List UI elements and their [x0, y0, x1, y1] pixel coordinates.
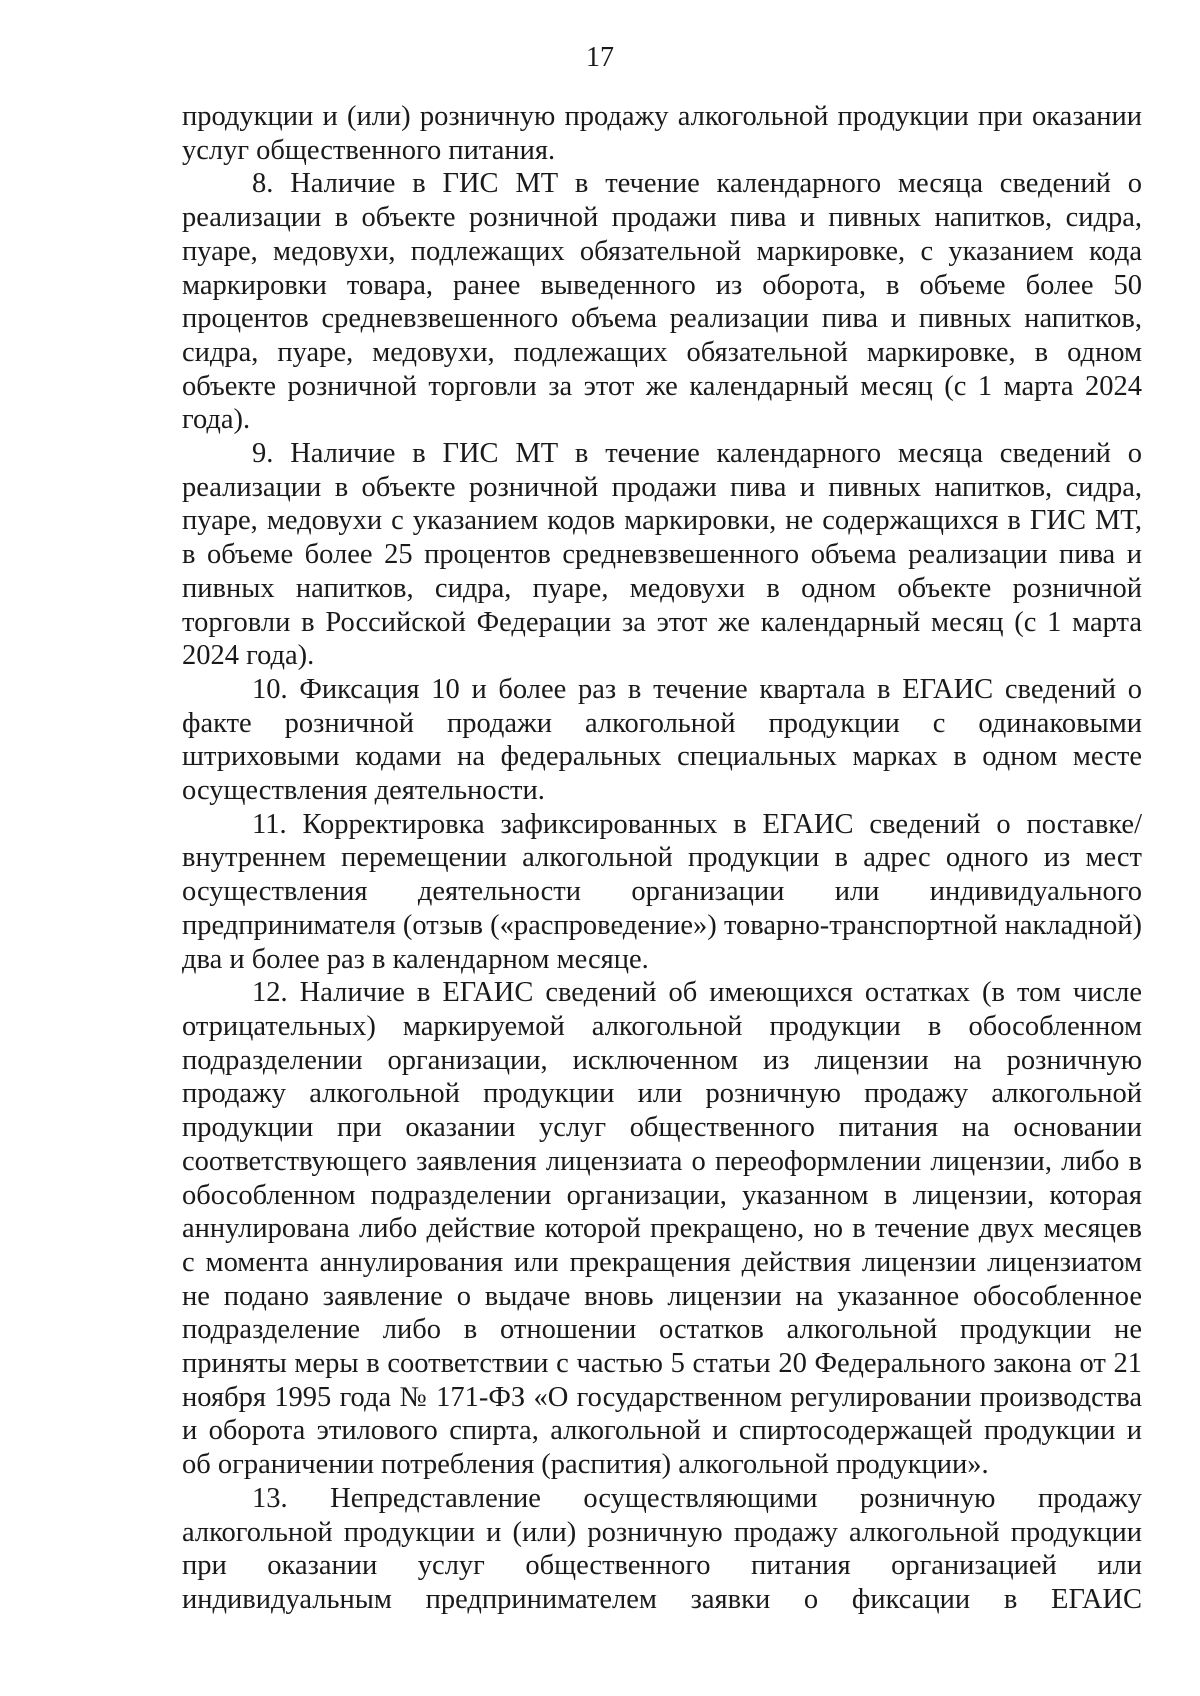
document-body [182, 100, 1142, 1617]
paragraph-item-10: 10. Фиксация 10 и более раз в течение квартала в ЕГАИС сведений о факте розничной продажи алкогольной продукции с одинаковыми штриховыми кодами на федеральных специальных марках в одном месте осуществления деятельности. [182, 673, 1142, 807]
page-number: 17 [586, 42, 614, 73]
paragraph-item-12: 12. Наличие в ЕГАИС сведений об имеющихся остатках (в том числе отрицательных) маркируемой алкогольной продукции в обособленном подразделении организации, исключенном из лицензии на розничную продажу алкогольной продукции или розничную продажу алкогольной продукции при оказании услуг общественного питания на основании соответствующего заявления лицензиата о переоформлении лицензии, либо в обособленном подразделении организации, указанном в лицензии, которая аннулирована либо действие которой прекращено, но в течение двух месяцев с момента аннулирования или прекращения действия лицензии лицензиатом не подано заявление о выдаче вновь лицензии на указанное обособленное подразделение либо в отношении остатков алкогольной продукции не приняты меры в соответствии с частью 5 статьи 20 Федерального закона от 21 ноября 1995 года № 171-ФЗ «О государственном регулировании производства и оборота этилового спирта, алкогольной и спиртосодержащей продукции и об ограничении потребления (распития) алкогольной продукции». [182, 977, 1142, 1481]
paragraph-item-13: 13. Непредставление осуществляющими розничную продажу алкогольной продукции и (или) розничную продажу алкогольной продукции при оказании услуг общественного питания организацией или индивидуальным предпринимателем заявки о фиксации в ЕГАИС [182, 1482, 1142, 1615]
paragraph-continuation: продукции и (или) розничную продажу алкогольной продукции при оказании услуг общественного питания. [182, 101, 1142, 166]
paragraph-item-9: 9. Наличие в ГИС МТ в течение календарного месяца сведений о реализации в объекте розничной продажи пива и пивных напитков, сидра, пуаре, медовухи с указанием кодов маркировки, не содержащихся в ГИС МТ, в объеме более 25 процентов средневзвешенного объема реализации пива и пивных напитков, сидра, пуаре, медовухи в одном объекте розничной торговли в Российской Федерации за этот же календарный месяц (с 1 марта 2024 года). [182, 438, 1142, 672]
paragraph-item-8: 8. Наличие в ГИС МТ в течение календарного месяца сведений о реализации в объекте розничной продажи пива и пивных напитков, сидра, пуаре, медовухи, подлежащих обязательной маркировке, с указанием кода маркировки товара, ранее выведенного из оборота, в объеме более 50 процентов средневзвешенного объема реализации пива и пивных напитков, сидра, пуаре, медовухи, подлежащих обязательной маркировке, в одном объекте розничной торговли за этот же календарный месяц (с 1 марта 2024 года). [182, 168, 1142, 436]
paragraph-item-11: 11. Корректировка зафиксированных в ЕГАИС сведений о поставке/ внутреннем перемещении алкогольной продукции в адрес одного из мест осуществления деятельности организации или индивидуального предпринимателя (отзыв («распроведение») товарно-транспортной накладной) два и более раз в календарном месяце. [182, 808, 1142, 975]
